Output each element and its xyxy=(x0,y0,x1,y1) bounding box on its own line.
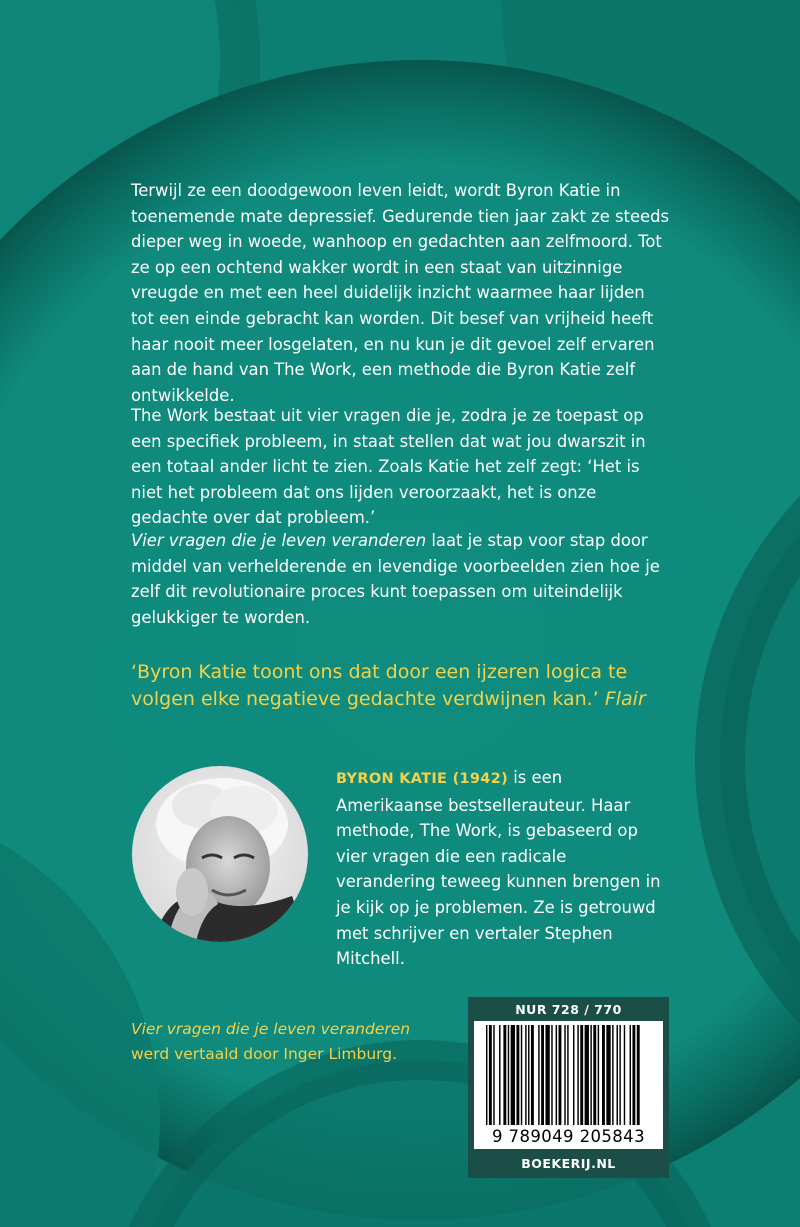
barcode-bar xyxy=(590,1025,591,1125)
isbn-barcode xyxy=(474,1021,663,1149)
barcode-bar xyxy=(503,1025,506,1125)
book-title-inline: Vier vragen die je leven veranderen xyxy=(131,531,427,550)
barcode-bar xyxy=(617,1025,618,1125)
barcode-bar xyxy=(516,1025,519,1125)
barcode-bar xyxy=(559,1025,562,1125)
barcode-bar xyxy=(511,1025,515,1125)
barcode-bar xyxy=(630,1025,631,1125)
barcode-bar xyxy=(580,1025,583,1125)
barcode-bar xyxy=(567,1025,568,1125)
translation-book-title: Vier vragen die je leven veranderen xyxy=(131,1020,411,1038)
barcode-bar xyxy=(521,1025,522,1125)
barcode-bar xyxy=(593,1025,596,1125)
barcode-bar xyxy=(508,1025,509,1125)
translation-credit-text: werd vertaald door Inger Limburg. xyxy=(131,1045,398,1063)
barcode-bar xyxy=(541,1025,544,1125)
author-bio-text: is een Amerikaanse bestsellerauteur. Haar methode, The Work, is gebaseerd op vier vragen die een radicale verandering teweeg kunnen brengen in je kijk op je problemen. Ze is getrouwd met schrijver en vertaler Stephen Mitchell. xyxy=(336,768,661,969)
barcode-bar xyxy=(619,1025,620,1125)
barcode-bar xyxy=(577,1025,578,1125)
press-quote xyxy=(131,659,691,713)
author-photo xyxy=(132,766,308,942)
barcode-bar xyxy=(585,1025,589,1125)
barcode-bar xyxy=(598,1025,599,1125)
isbn-number: 9 789049 205843 xyxy=(492,1127,645,1146)
barcode-bar xyxy=(606,1025,610,1125)
barcode-bar xyxy=(556,1025,557,1125)
barcode-bar xyxy=(624,1025,625,1125)
barcode-bar xyxy=(486,1025,487,1125)
barcode-bar xyxy=(632,1025,635,1125)
nur-code: NUR 728 / 770 xyxy=(515,1002,622,1017)
blurb-paragraph-1: Terwijl ze een doodgewoon leven leidt, wordt Byron Katie in toenemende mate depressief. Gedurende tien jaar zakt ze steeds dieper weg in woede, wanhoop en gedachten aan zelfmoord. Tot ze op een ochtend wakker wordt in een staat van uitzinnige vreugde en met een heel duidelijk inzicht waarmee haar lijden tot een einde gebracht kan worden. Dit besef van vrijheid heeft haar nooit meer losgelaten, en nu kun je dit gevoel zelf ervaren aan de hand van The Work, een methode die Byron Katie zelf ontwikkelde. xyxy=(131,181,670,405)
barcode-bars xyxy=(474,1021,663,1125)
barcode-bar xyxy=(637,1025,640,1125)
blurb-paragraph-2: The Work bestaat uit vier vragen die je, zodra je ze toepast op een specifiek probleem, in staat stellen dat wat jou dwarszit in een totaal ander licht te zien. Zoals Katie het zelf zegt: ‘Het is niet het probleem dat ons lijden veroorzaakt, het is onze gedachte over dat probleem.’ xyxy=(131,406,646,528)
barcode-bar xyxy=(525,1025,526,1125)
barcode-bar xyxy=(545,1025,549,1125)
barcode-bar xyxy=(538,1025,539,1125)
barcode-bar xyxy=(489,1025,492,1125)
barcode-bar xyxy=(551,1025,552,1125)
barcode-bar xyxy=(602,1025,605,1125)
publisher-website: BOEKERIJ.NL xyxy=(521,1156,616,1171)
barcode-bar xyxy=(564,1025,565,1125)
blurb-paragraph-3 xyxy=(131,528,671,630)
barcode-bar xyxy=(499,1025,500,1125)
barcode-bar xyxy=(612,1025,613,1125)
barcode-bar xyxy=(528,1025,529,1125)
blurb-paragraph-3-text: laat je stap voor stap door middel van verhelderende en levendige voorbeelden zien hoe je zelf dit revolutionaire proces kunt toepassen om uiteindelijk gelukkiger te worden. xyxy=(131,531,660,627)
translation-credit xyxy=(131,1017,461,1067)
barcode-bar xyxy=(573,1025,574,1125)
barcode-bar xyxy=(531,1025,534,1125)
barcode-panel xyxy=(468,997,669,1178)
barcode-bar xyxy=(493,1025,494,1125)
press-quote-text: ‘Byron Katie toont ons dat door een ijzeren logica te volgen elke negatieve gedachte verdwijnen kan.’ xyxy=(131,661,628,710)
author-bio xyxy=(336,765,666,972)
press-quote-source: Flair xyxy=(604,688,646,710)
author-name: BYRON KATIE (1942) xyxy=(336,771,509,787)
